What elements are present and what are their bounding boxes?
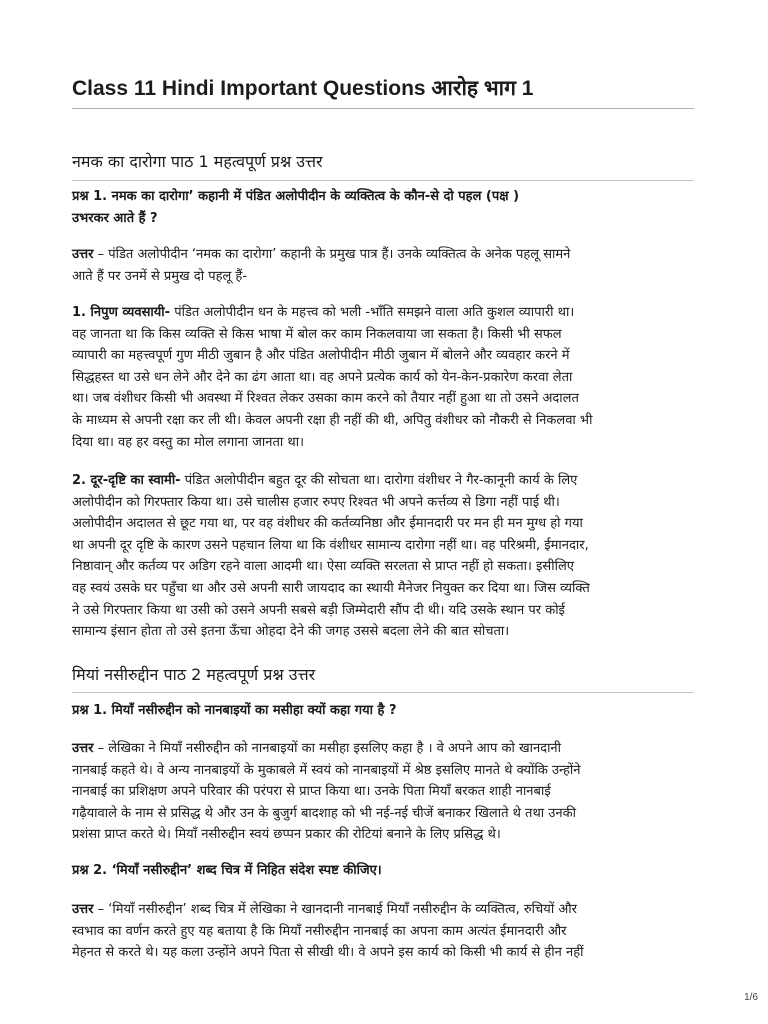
point-door-drishti xyxy=(72,470,694,643)
answer-line: मेहनत से करते थे। यह कला उन्होंने अपने पिता से सीखी थी। वे अपने इस कार्य को किसी भी कार्य से हीन नहीं xyxy=(72,945,584,961)
point-line: था। जब वंशीधर किसी भी अवस्था में रिश्वत लेकर उसका काम करने को तैयार नहीं हुआ था तो उसने अदालत xyxy=(72,391,579,407)
answer-label: उत्तर xyxy=(72,902,94,917)
point-line: व्यापारी का महत्त्वपूर्ण गुण मीठी जुबान है और पंडित अलोपीदीन मीठी जुबान में बोलने और व्यवहार करने में xyxy=(72,348,570,364)
point-label: 2. दूर-दृष्टि का स्वामी- xyxy=(72,473,181,488)
section-heading-namak: नमक का दारोगा पाठ 1 महत्वपूर्ण प्रश्न उत्तर xyxy=(72,152,323,171)
answer-line: प्रशंसा प्राप्त करते थे। मियाँ नसीरुद्दीन स्वयं छप्पन प्रकार की रोटियां बनाने के लिए प्रसिद्ध थे। xyxy=(72,827,501,843)
answer-line: नानबाई का प्रशिक्षण अपने परिवार की परंपरा से प्राप्त किया था। उनके पिता मियाँ बरकत शाही नानबाई xyxy=(72,784,551,800)
section-divider-nasiruddin xyxy=(72,692,694,693)
answer-line: गढ़ैयावाले के नाम से प्रसिद्ध थे और उन के बुजुर्ग बादशाह को भी नई-नई चीजें बनाकर खिलाते थे तथा उनकी xyxy=(72,805,576,821)
title-divider xyxy=(72,108,694,109)
question-nasiruddin-2 xyxy=(72,860,694,882)
point-label: 1. निपुण व्यवसायी- xyxy=(72,305,171,320)
document-page xyxy=(72,0,694,1024)
point-line: दिया था। वह हर वस्तु का मोल लगाना जानता था। xyxy=(72,434,305,450)
answer-line: उत्तर – ‘मियाँ नसीरुद्दीन’ शब्द चित्र में लेखिका ने खानदानी नानबाई मियाँ नसीरुद्दीन के व्यक्तित्व, रुचियों और xyxy=(72,902,577,917)
question-nasiruddin-1 xyxy=(72,700,694,722)
page-title: Class 11 Hindi Important Questions आरोह भाग 1 xyxy=(72,77,534,100)
point-line: अलोपीदीन को गिरफ्तार किया था। उसे चालीस हजार रुपए रिश्वत भी अपने कर्त्तव्य से डिगा नहीं पाई थी। xyxy=(72,494,560,510)
point-line: सामान्य इंसान होता तो उसे इतना ऊँचा ओहदा देने की जगह उससे बदला लेने की बात सोचता। xyxy=(72,624,510,640)
answer-line: नानबाई कहते थे। वे अन्य नानबाइयों के मुकाबले में स्वयं को नानबाइयों में श्रेष्ठ इसलिए मानते थे क्योंकि उन्होंने xyxy=(72,762,581,778)
point-line: निष्ठावान् और कर्तव्य पर अडिग रहने वाला आदमी था। ऐसा व्यक्ति सरलता से प्राप्त नहीं हो सकता। इसीलिए xyxy=(72,559,574,575)
point-line: के माध्यम से अपनी रक्षा कर ली थी। केवल अपनी रक्षा ही नहीं की थी, अपितु वंशीधर को नौकरी से निकलवा भी xyxy=(72,412,593,428)
point-line: सिद्धहस्त था उसे धन लेने और देने का ढंग आता था। वह अपने प्रत्येक कार्य को येन-केन-प्रकारेण करवा लेता xyxy=(72,369,573,385)
section-heading-nasiruddin: मियां नसीरुद्दीन पाठ 2 महत्वपूर्ण प्रश्न उत्तर xyxy=(72,665,316,684)
answer-nasiruddin-1 xyxy=(72,738,694,846)
page-number: 1/6 xyxy=(744,992,758,1003)
answer-line: उत्तर – पंडित अलोपीदीन ‘नमक का दारोगा’ कहानी के प्रमुख पात्र हैं। उनके व्यक्तित्व के अनेक पहलू सामने xyxy=(72,247,571,262)
question-namak-1 xyxy=(72,186,694,229)
point-nipun-vyavsayi xyxy=(72,302,694,453)
point-line: 2. दूर-दृष्टि का स्वामी- पंडित अलोपीदीन बहुत दूर की सोचता था। दारोगा वंशीधर ने गैर-कानूनी कार्य के लिए xyxy=(72,473,578,488)
section-divider-namak xyxy=(72,180,694,181)
answer-label: उत्तर xyxy=(72,741,94,756)
question-line: उभरकर आते हैं ? xyxy=(72,210,158,226)
answer-line: उत्तर – लेखिका ने मियाँ नसीरुद्दीन को नानबाइयों का मसीहा इसलिए कहा है । वे अपने आप को खानदानी xyxy=(72,741,562,756)
answer-line: स्वभाव का वर्णन करते हुए यह बताया है कि मियाँ नसीरुद्दीन नानबाई का अपना काम अत्यंत ईमानदारी और xyxy=(72,923,567,939)
point-line: वह स्वयं उसके घर पहुँचा था और उसे अपनी सारी जायदाद का स्थायी मैनेजर नियुक्त कर दिया था। जिस व्यक्ति xyxy=(72,580,590,596)
answer-namak-1 xyxy=(72,244,694,287)
point-line: था अपनी दूर दृष्टि के कारण उसने पहचान लिया था कि वंशीधर सामान्य दारोगा नहीं था। वह परिश्रमी, ईमानदार, xyxy=(72,537,589,553)
point-line: ने उसे गिरफ्तार किया था उसी को उसने अपनी सबसे बड़ी जिम्मेदारी सौंप दी थी। यदि उसके स्थान पर कोई xyxy=(72,602,565,618)
question-line: प्रश्न 2. ‘मियाँ नसीरुद्दीन’ शब्द चित्र में निहित संदेश स्पष्ट कीजिए। xyxy=(72,863,382,878)
point-line: वह जानता था कि किस व्यक्ति से किस भाषा में बोल कर काम निकलवाया जा सकता है। किसी भी सफल xyxy=(72,326,562,342)
point-line: अलोपीदीन अदालत से छूट गया था, पर वह वंशीधर की कर्तव्यनिष्ठा और ईमानदारी पर मन ही मन मुग्ध हो गया xyxy=(72,516,583,532)
point-line: 1. निपुण व्यवसायी- पंडित अलोपीदीन धन के महत्त्व को भली -भाँति समझने वाला अति कुशल व्यापारी था। xyxy=(72,305,575,320)
question-line: प्रश्न 1. नमक का दारोगा’ कहानी में पंडित अलोपीदीन के व्यक्तित्व के कौन-से दो पहल (पक्ष ) xyxy=(72,189,520,204)
answer-line: आते हैं पर उनमें से प्रमुख दो पहलू हैं- xyxy=(72,268,248,284)
question-line: प्रश्न 1. मियाँ नसीरुद्दीन को नानबाइयों का मसीहा क्यों कहा गया है ? xyxy=(72,703,397,718)
answer-label: उत्तर xyxy=(72,247,94,262)
answer-nasiruddin-2 xyxy=(72,899,694,964)
